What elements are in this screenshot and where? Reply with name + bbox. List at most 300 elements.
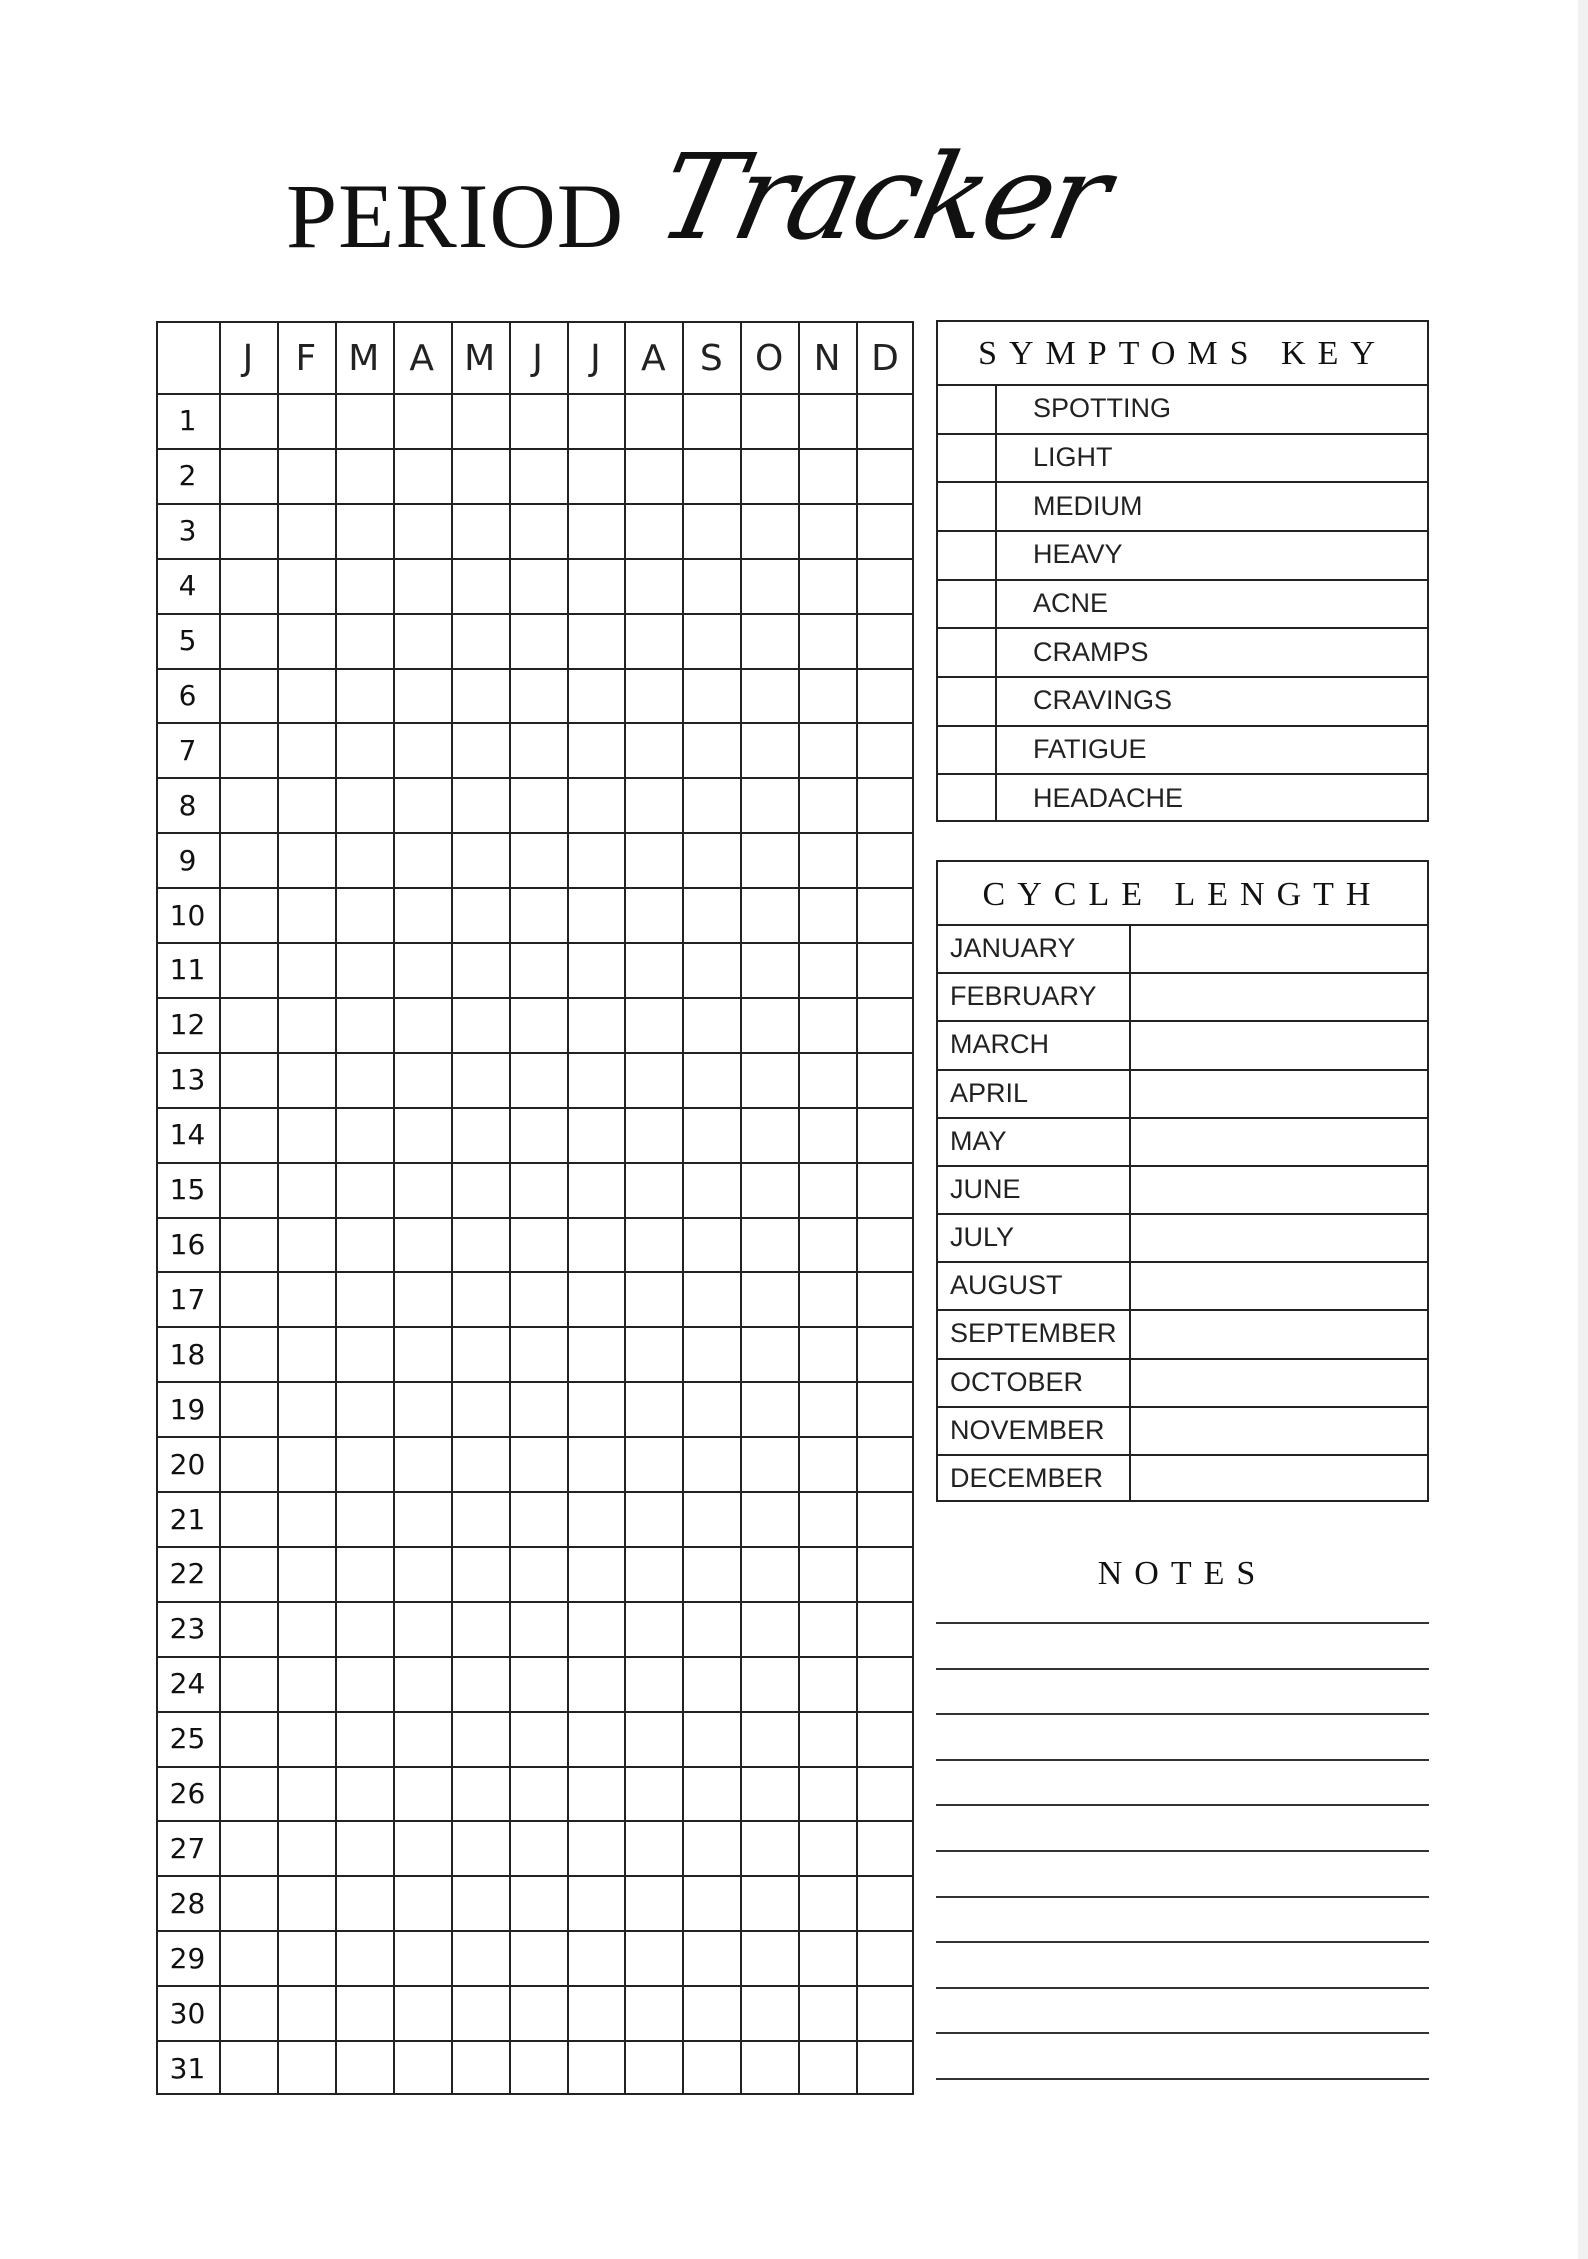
day-cell[interactable] <box>800 1768 856 1821</box>
day-cell[interactable] <box>511 889 567 942</box>
day-cell[interactable] <box>742 1493 798 1546</box>
day-cell[interactable] <box>337 615 393 668</box>
day-cell[interactable] <box>800 450 856 503</box>
day-cell[interactable] <box>858 889 914 942</box>
day-cell[interactable] <box>395 944 451 997</box>
day-cell[interactable] <box>221 999 277 1052</box>
day-cell[interactable] <box>511 1383 567 1436</box>
day-cell[interactable] <box>800 1383 856 1436</box>
day-cell[interactable] <box>684 944 740 997</box>
day-cell[interactable] <box>511 1658 567 1711</box>
day-cell[interactable] <box>858 1548 914 1601</box>
day-cell[interactable] <box>337 1054 393 1107</box>
day-cell[interactable] <box>684 889 740 942</box>
day-cell[interactable] <box>395 560 451 613</box>
day-cell[interactable] <box>858 615 914 668</box>
day-cell[interactable] <box>800 1932 856 1985</box>
day-cell[interactable] <box>221 1658 277 1711</box>
day-cell[interactable] <box>858 1822 914 1875</box>
day-cell[interactable] <box>742 1932 798 1985</box>
day-cell[interactable] <box>279 1054 335 1107</box>
notes-line[interactable] <box>936 1987 1429 1989</box>
day-cell[interactable] <box>569 1713 625 1766</box>
day-cell[interactable] <box>511 450 567 503</box>
symptom-color-swatch[interactable] <box>938 581 995 628</box>
day-cell[interactable] <box>221 450 277 503</box>
day-cell[interactable] <box>453 615 509 668</box>
day-cell[interactable] <box>511 505 567 558</box>
day-cell[interactable] <box>858 670 914 723</box>
day-cell[interactable] <box>511 1987 567 2040</box>
day-cell[interactable] <box>511 1822 567 1875</box>
day-cell[interactable] <box>626 1548 682 1601</box>
day-cell[interactable] <box>453 944 509 997</box>
day-cell[interactable] <box>511 2042 567 2095</box>
day-cell[interactable] <box>453 779 509 832</box>
day-cell[interactable] <box>800 779 856 832</box>
day-cell[interactable] <box>800 1219 856 1272</box>
day-cell[interactable] <box>626 779 682 832</box>
day-cell[interactable] <box>395 1822 451 1875</box>
day-cell[interactable] <box>221 1109 277 1162</box>
day-cell[interactable] <box>337 1438 393 1491</box>
day-cell[interactable] <box>395 1932 451 1985</box>
day-cell[interactable] <box>395 1658 451 1711</box>
day-cell[interactable] <box>800 670 856 723</box>
day-cell[interactable] <box>626 505 682 558</box>
day-cell[interactable] <box>279 1109 335 1162</box>
day-cell[interactable] <box>742 450 798 503</box>
day-cell[interactable] <box>453 1219 509 1272</box>
day-cell[interactable] <box>337 670 393 723</box>
day-cell[interactable] <box>453 1768 509 1821</box>
day-cell[interactable] <box>453 1164 509 1217</box>
day-cell[interactable] <box>395 1768 451 1821</box>
day-cell[interactable] <box>221 1438 277 1491</box>
day-cell[interactable] <box>626 834 682 887</box>
day-cell[interactable] <box>395 1987 451 2040</box>
day-cell[interactable] <box>337 2042 393 2095</box>
day-cell[interactable] <box>684 1273 740 1326</box>
day-cell[interactable] <box>800 560 856 613</box>
day-cell[interactable] <box>626 395 682 448</box>
day-cell[interactable] <box>221 944 277 997</box>
day-cell[interactable] <box>337 395 393 448</box>
day-cell[interactable] <box>742 1877 798 1930</box>
day-cell[interactable] <box>742 1219 798 1272</box>
day-cell[interactable] <box>742 1548 798 1601</box>
day-cell[interactable] <box>453 1603 509 1656</box>
day-cell[interactable] <box>684 1603 740 1656</box>
day-cell[interactable] <box>858 2042 914 2095</box>
day-cell[interactable] <box>395 1877 451 1930</box>
day-cell[interactable] <box>395 1438 451 1491</box>
cycle-length-input[interactable] <box>1131 1167 1427 1213</box>
day-cell[interactable] <box>453 2042 509 2095</box>
day-cell[interactable] <box>395 615 451 668</box>
day-cell[interactable] <box>221 2042 277 2095</box>
day-cell[interactable] <box>453 1932 509 1985</box>
day-cell[interactable] <box>800 1438 856 1491</box>
day-cell[interactable] <box>684 724 740 777</box>
day-cell[interactable] <box>453 560 509 613</box>
day-cell[interactable] <box>742 1658 798 1711</box>
day-cell[interactable] <box>626 2042 682 2095</box>
day-cell[interactable] <box>279 395 335 448</box>
day-cell[interactable] <box>221 1932 277 1985</box>
day-cell[interactable] <box>742 1328 798 1381</box>
day-cell[interactable] <box>453 889 509 942</box>
day-cell[interactable] <box>337 1219 393 1272</box>
day-cell[interactable] <box>742 724 798 777</box>
day-cell[interactable] <box>626 560 682 613</box>
day-cell[interactable] <box>395 1273 451 1326</box>
day-cell[interactable] <box>279 1548 335 1601</box>
day-cell[interactable] <box>569 615 625 668</box>
day-cell[interactable] <box>742 1273 798 1326</box>
day-cell[interactable] <box>221 1877 277 1930</box>
day-cell[interactable] <box>221 1383 277 1436</box>
day-cell[interactable] <box>279 1328 335 1381</box>
day-cell[interactable] <box>279 670 335 723</box>
day-cell[interactable] <box>858 1219 914 1272</box>
day-cell[interactable] <box>453 1493 509 1546</box>
day-cell[interactable] <box>626 1164 682 1217</box>
day-cell[interactable] <box>337 1493 393 1546</box>
day-cell[interactable] <box>569 1328 625 1381</box>
day-cell[interactable] <box>221 1987 277 2040</box>
day-cell[interactable] <box>569 1109 625 1162</box>
cycle-length-input[interactable] <box>1131 974 1427 1020</box>
day-cell[interactable] <box>858 1987 914 2040</box>
day-cell[interactable] <box>279 779 335 832</box>
day-cell[interactable] <box>800 889 856 942</box>
day-cell[interactable] <box>337 1383 393 1436</box>
day-cell[interactable] <box>858 1273 914 1326</box>
day-cell[interactable] <box>453 1438 509 1491</box>
cycle-length-input[interactable] <box>1131 1263 1427 1309</box>
notes-line[interactable] <box>936 1668 1429 1670</box>
day-cell[interactable] <box>453 1877 509 1930</box>
day-cell[interactable] <box>858 1603 914 1656</box>
day-cell[interactable] <box>221 670 277 723</box>
day-cell[interactable] <box>742 779 798 832</box>
day-cell[interactable] <box>800 724 856 777</box>
day-cell[interactable] <box>626 670 682 723</box>
day-cell[interactable] <box>337 1658 393 1711</box>
day-cell[interactable] <box>684 2042 740 2095</box>
day-cell[interactable] <box>800 2042 856 2095</box>
day-cell[interactable] <box>858 999 914 1052</box>
day-cell[interactable] <box>742 505 798 558</box>
day-cell[interactable] <box>569 1932 625 1985</box>
day-cell[interactable] <box>395 779 451 832</box>
day-cell[interactable] <box>337 889 393 942</box>
day-cell[interactable] <box>395 1328 451 1381</box>
notes-line[interactable] <box>936 1759 1429 1761</box>
symptom-color-swatch[interactable] <box>938 775 995 822</box>
day-cell[interactable] <box>279 1932 335 1985</box>
day-cell[interactable] <box>858 450 914 503</box>
day-cell[interactable] <box>221 1493 277 1546</box>
day-cell[interactable] <box>279 1768 335 1821</box>
day-cell[interactable] <box>395 505 451 558</box>
day-cell[interactable] <box>626 1658 682 1711</box>
day-cell[interactable] <box>453 999 509 1052</box>
day-cell[interactable] <box>511 1713 567 1766</box>
day-cell[interactable] <box>742 2042 798 2095</box>
day-cell[interactable] <box>221 1054 277 1107</box>
day-cell[interactable] <box>511 944 567 997</box>
day-cell[interactable] <box>221 1822 277 1875</box>
day-cell[interactable] <box>511 834 567 887</box>
notes-line[interactable] <box>936 2078 1429 2080</box>
day-cell[interactable] <box>337 450 393 503</box>
day-cell[interactable] <box>858 1109 914 1162</box>
day-cell[interactable] <box>453 1383 509 1436</box>
day-cell[interactable] <box>626 450 682 503</box>
day-cell[interactable] <box>453 1109 509 1162</box>
notes-line[interactable] <box>936 1713 1429 1715</box>
day-cell[interactable] <box>337 944 393 997</box>
day-cell[interactable] <box>221 615 277 668</box>
day-cell[interactable] <box>858 1438 914 1491</box>
day-cell[interactable] <box>800 1822 856 1875</box>
day-cell[interactable] <box>684 450 740 503</box>
day-cell[interactable] <box>569 1822 625 1875</box>
day-cell[interactable] <box>684 1548 740 1601</box>
day-cell[interactable] <box>453 724 509 777</box>
day-cell[interactable] <box>511 395 567 448</box>
day-cell[interactable] <box>626 1932 682 1985</box>
day-cell[interactable] <box>395 2042 451 2095</box>
day-cell[interactable] <box>742 615 798 668</box>
cycle-length-input[interactable] <box>1131 1071 1427 1117</box>
day-cell[interactable] <box>279 1438 335 1491</box>
day-cell[interactable] <box>742 1987 798 2040</box>
day-cell[interactable] <box>858 1054 914 1107</box>
day-cell[interactable] <box>569 1768 625 1821</box>
day-cell[interactable] <box>858 1713 914 1766</box>
symptom-color-swatch[interactable] <box>938 532 995 579</box>
day-cell[interactable] <box>684 670 740 723</box>
day-cell[interactable] <box>395 1164 451 1217</box>
day-cell[interactable] <box>742 395 798 448</box>
day-cell[interactable] <box>511 999 567 1052</box>
day-cell[interactable] <box>684 1768 740 1821</box>
day-cell[interactable] <box>569 2042 625 2095</box>
day-cell[interactable] <box>742 999 798 1052</box>
day-cell[interactable] <box>684 1987 740 2040</box>
day-cell[interactable] <box>684 1822 740 1875</box>
day-cell[interactable] <box>511 1328 567 1381</box>
day-cell[interactable] <box>453 1548 509 1601</box>
day-cell[interactable] <box>684 1658 740 1711</box>
day-cell[interactable] <box>279 999 335 1052</box>
day-cell[interactable] <box>742 1768 798 1821</box>
day-cell[interactable] <box>742 1603 798 1656</box>
day-cell[interactable] <box>279 615 335 668</box>
day-cell[interactable] <box>279 889 335 942</box>
day-cell[interactable] <box>511 724 567 777</box>
day-cell[interactable] <box>453 1328 509 1381</box>
day-cell[interactable] <box>858 1768 914 1821</box>
day-cell[interactable] <box>569 889 625 942</box>
cycle-length-input[interactable] <box>1131 926 1427 972</box>
day-cell[interactable] <box>742 834 798 887</box>
day-cell[interactable] <box>395 1603 451 1656</box>
day-cell[interactable] <box>337 724 393 777</box>
notes-line[interactable] <box>936 1896 1429 1898</box>
day-cell[interactable] <box>684 1328 740 1381</box>
day-cell[interactable] <box>858 1658 914 1711</box>
day-cell[interactable] <box>684 834 740 887</box>
day-cell[interactable] <box>800 1713 856 1766</box>
day-cell[interactable] <box>742 1109 798 1162</box>
day-cell[interactable] <box>511 779 567 832</box>
day-cell[interactable] <box>453 450 509 503</box>
day-cell[interactable] <box>800 615 856 668</box>
symptom-color-swatch[interactable] <box>938 483 995 530</box>
day-cell[interactable] <box>221 1548 277 1601</box>
day-cell[interactable] <box>569 1438 625 1491</box>
cycle-length-input[interactable] <box>1131 1456 1427 1502</box>
day-cell[interactable] <box>569 724 625 777</box>
day-cell[interactable] <box>742 560 798 613</box>
day-cell[interactable] <box>337 999 393 1052</box>
day-cell[interactable] <box>569 779 625 832</box>
day-cell[interactable] <box>626 1054 682 1107</box>
cycle-length-input[interactable] <box>1131 1360 1427 1406</box>
day-cell[interactable] <box>858 944 914 997</box>
day-cell[interactable] <box>337 1164 393 1217</box>
day-cell[interactable] <box>279 1877 335 1930</box>
day-cell[interactable] <box>279 2042 335 2095</box>
day-cell[interactable] <box>511 1438 567 1491</box>
day-cell[interactable] <box>800 1877 856 1930</box>
day-cell[interactable] <box>569 395 625 448</box>
day-cell[interactable] <box>279 1603 335 1656</box>
day-cell[interactable] <box>626 1493 682 1546</box>
day-cell[interactable] <box>742 670 798 723</box>
day-cell[interactable] <box>453 1054 509 1107</box>
day-cell[interactable] <box>337 779 393 832</box>
day-cell[interactable] <box>337 1273 393 1326</box>
day-cell[interactable] <box>337 1877 393 1930</box>
day-cell[interactable] <box>800 1273 856 1326</box>
day-cell[interactable] <box>569 1273 625 1326</box>
day-cell[interactable] <box>337 560 393 613</box>
day-cell[interactable] <box>858 724 914 777</box>
day-cell[interactable] <box>858 1328 914 1381</box>
day-cell[interactable] <box>800 944 856 997</box>
day-cell[interactable] <box>626 889 682 942</box>
day-cell[interactable] <box>626 1877 682 1930</box>
day-cell[interactable] <box>858 1877 914 1930</box>
day-cell[interactable] <box>626 615 682 668</box>
notes-line[interactable] <box>936 1850 1429 1852</box>
day-cell[interactable] <box>511 560 567 613</box>
day-cell[interactable] <box>395 1493 451 1546</box>
day-cell[interactable] <box>337 1768 393 1821</box>
day-cell[interactable] <box>569 1164 625 1217</box>
day-cell[interactable] <box>569 1877 625 1930</box>
day-cell[interactable] <box>569 1219 625 1272</box>
day-cell[interactable] <box>337 1603 393 1656</box>
day-cell[interactable] <box>511 1054 567 1107</box>
day-cell[interactable] <box>684 1219 740 1272</box>
day-cell[interactable] <box>337 1328 393 1381</box>
day-cell[interactable] <box>453 1713 509 1766</box>
day-cell[interactable] <box>569 1603 625 1656</box>
day-cell[interactable] <box>569 450 625 503</box>
day-cell[interactable] <box>279 505 335 558</box>
day-cell[interactable] <box>337 1822 393 1875</box>
day-cell[interactable] <box>453 670 509 723</box>
cycle-length-input[interactable] <box>1131 1119 1427 1165</box>
day-cell[interactable] <box>569 944 625 997</box>
day-cell[interactable] <box>569 999 625 1052</box>
day-cell[interactable] <box>279 1822 335 1875</box>
symptom-color-swatch[interactable] <box>938 727 995 774</box>
day-cell[interactable] <box>279 724 335 777</box>
symptom-color-swatch[interactable] <box>938 386 995 433</box>
day-cell[interactable] <box>395 1713 451 1766</box>
day-cell[interactable] <box>221 1768 277 1821</box>
day-cell[interactable] <box>742 944 798 997</box>
cycle-length-input[interactable] <box>1131 1311 1427 1357</box>
day-cell[interactable] <box>395 395 451 448</box>
day-cell[interactable] <box>858 395 914 448</box>
day-cell[interactable] <box>221 1713 277 1766</box>
symptom-color-swatch[interactable] <box>938 678 995 725</box>
day-cell[interactable] <box>569 834 625 887</box>
day-cell[interactable] <box>742 1383 798 1436</box>
day-cell[interactable] <box>858 834 914 887</box>
symptom-color-swatch[interactable] <box>938 629 995 676</box>
day-cell[interactable] <box>511 1877 567 1930</box>
day-cell[interactable] <box>453 505 509 558</box>
day-cell[interactable] <box>279 1713 335 1766</box>
day-cell[interactable] <box>800 1054 856 1107</box>
notes-line[interactable] <box>936 1941 1429 1943</box>
day-cell[interactable] <box>395 1109 451 1162</box>
day-cell[interactable] <box>800 1164 856 1217</box>
day-cell[interactable] <box>569 1383 625 1436</box>
day-cell[interactable] <box>337 505 393 558</box>
day-cell[interactable] <box>626 944 682 997</box>
day-cell[interactable] <box>279 1219 335 1272</box>
day-cell[interactable] <box>453 834 509 887</box>
day-cell[interactable] <box>279 560 335 613</box>
day-cell[interactable] <box>395 889 451 942</box>
day-cell[interactable] <box>395 670 451 723</box>
day-cell[interactable] <box>569 670 625 723</box>
day-cell[interactable] <box>511 1932 567 1985</box>
day-cell[interactable] <box>453 1987 509 2040</box>
day-cell[interactable] <box>858 560 914 613</box>
day-cell[interactable] <box>337 1548 393 1601</box>
day-cell[interactable] <box>569 1548 625 1601</box>
day-cell[interactable] <box>684 1054 740 1107</box>
day-cell[interactable] <box>626 1109 682 1162</box>
day-cell[interactable] <box>684 1383 740 1436</box>
day-cell[interactable] <box>626 1987 682 2040</box>
day-cell[interactable] <box>858 1383 914 1436</box>
day-cell[interactable] <box>858 1932 914 1985</box>
day-cell[interactable] <box>742 889 798 942</box>
day-cell[interactable] <box>800 395 856 448</box>
